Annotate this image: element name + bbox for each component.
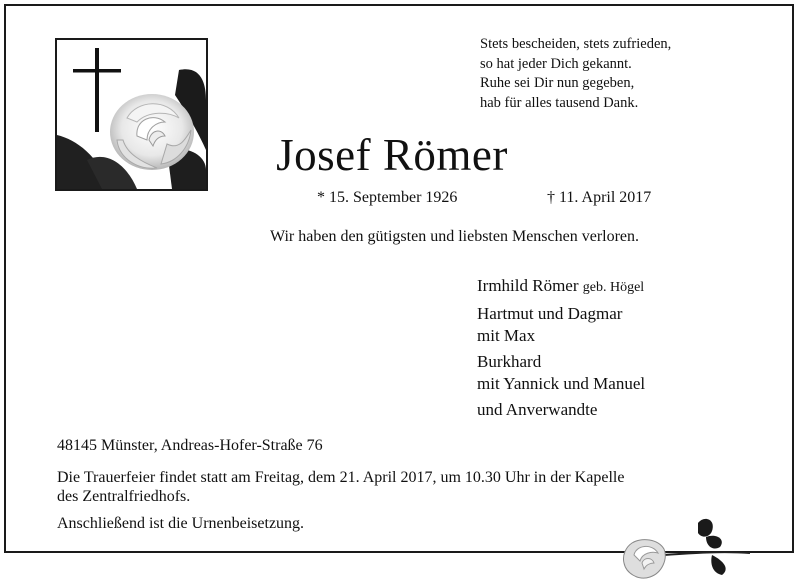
- family-member-name: Burkhard: [477, 352, 542, 371]
- urn-burial-info: Anschließend ist die Urnenbeisetzung.: [57, 515, 305, 532]
- family-member-children: mit Max: [477, 326, 536, 345]
- poem: [480, 35, 671, 113]
- loss-statement: Wir haben den gütigsten und liebsten Menschen verloren.: [270, 228, 640, 245]
- death-date: † 11. April 2017: [547, 189, 652, 206]
- deceased-name-row: [0, 130, 800, 180]
- poem-line: Ruhe sei Dir nun gegeben,: [480, 75, 635, 91]
- family-member-name: Hartmut und Dagmar: [477, 304, 623, 323]
- family-member: [477, 351, 645, 395]
- family-member-children: mit Yannick und Manuel: [477, 374, 646, 393]
- poem-line: hab für alles tausend Dank.: [480, 94, 639, 111]
- relatives: und Anverwandte: [477, 400, 598, 419]
- deceased-name: Josef Römer: [276, 130, 508, 180]
- service-line: des Zentralfriedhofs.: [57, 488, 191, 505]
- service-line: Die Trauerfeier findet statt am Freitag, dem 21. April 2017, um 10.30 Uhr in der Kapelle: [57, 469, 625, 486]
- family-member: [477, 275, 645, 299]
- poem-line: so hat jeder Dich gekannt.: [480, 55, 632, 72]
- rose-icon: [612, 515, 752, 581]
- birth-date: * 15. September 1926: [317, 189, 458, 206]
- family-member: [477, 303, 645, 347]
- maiden-name: geb. Högel: [582, 280, 645, 295]
- family-list: [477, 275, 645, 425]
- address: 48145 Münster, Andreas-Hofer-Straße 76: [57, 437, 323, 454]
- family-member-name: Irmhild Römer: [477, 276, 579, 295]
- poem-line: Stets bescheiden, stets zufrieden,: [480, 36, 672, 52]
- service-info: [57, 468, 757, 506]
